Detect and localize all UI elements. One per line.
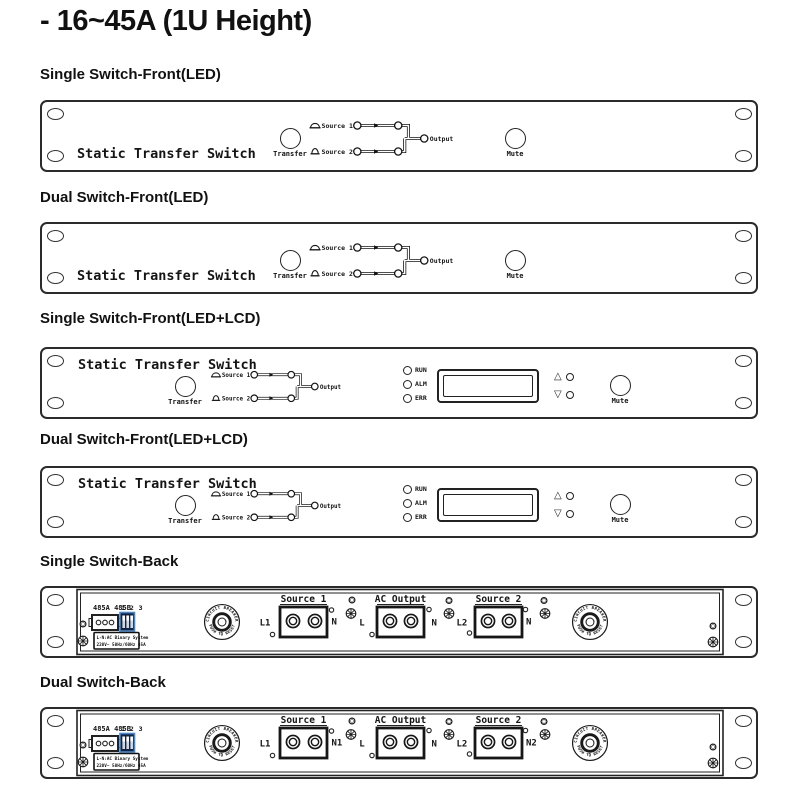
mounting-hole [735,594,752,606]
err-led-label: ERR [415,394,427,402]
led-alm [403,498,427,509]
lcd-screen [443,375,533,397]
down-control [554,388,574,401]
mute-button-label: Mute [506,272,524,280]
power-path-mimic [202,487,362,524]
led-run [403,484,427,495]
mounting-hole [735,757,752,769]
mounting-hole [735,516,752,528]
up-button-circle [566,492,574,500]
power-path-mimic [202,368,362,405]
mounting-hole [735,272,752,284]
up-control [554,370,574,383]
transfer-button [163,495,207,525]
led-run [403,365,427,376]
transfer-button-label: Transfer [273,272,307,280]
mounting-hole [47,355,64,367]
mute-button [598,494,642,524]
mounting-hole [735,715,752,727]
down-button-circle [566,391,574,399]
mute-button-label: Mute [506,150,524,158]
mounting-hole [47,108,64,120]
device-name: Static Transfer Switch [78,476,257,492]
alm-led-icon [403,380,412,389]
mute-button [598,375,642,405]
mounting-hole [735,474,752,486]
section-heading-single-back: Single Switch-Back [40,553,179,570]
page-title: - 16~45A (1U Height) [40,5,312,37]
mounting-hole [47,150,64,162]
mounting-hole [735,150,752,162]
transfer-button [163,376,207,406]
up-arrow-icon: △ [554,489,562,501]
mounting-hole [47,516,64,528]
mounting-hole [735,108,752,120]
alm-led-label: ALM [415,499,427,507]
transfer-button-label: Transfer [273,150,307,158]
mounting-hole [735,636,752,648]
run-led-label: RUN [415,366,427,374]
panel-single-front-led [40,100,758,172]
transfer-button-label: Transfer [168,517,202,525]
section-heading-single-front-led: Single Switch-Front(LED) [40,66,221,83]
panel-dual-front-led [40,222,758,294]
panel-dual-back [40,707,758,779]
down-arrow-icon: ▽ [554,388,562,400]
down-control [554,507,574,520]
mute-button-circle [505,250,526,271]
up-arrow-icon: △ [554,370,562,382]
run-led-icon [403,366,412,375]
mounting-hole [47,594,64,606]
transfer-button-circle [280,128,301,149]
section-heading-dual-front-lcd: Dual Switch-Front(LED+LCD) [40,431,248,448]
mounting-hole [735,230,752,242]
alm-led-label: ALM [415,380,427,388]
mute-button-label: Mute [611,397,629,405]
mute-button-circle [610,494,631,515]
mounting-hole [47,397,64,409]
source2-neutral-label: N2 [526,738,537,749]
err-led-icon [403,513,412,522]
mounting-hole [47,636,64,648]
source1-neutral-label: N1 [331,738,343,749]
panel-single-front-lcd [40,347,758,419]
mounting-hole [47,272,64,284]
panel-dual-front-lcd [40,466,758,538]
mute-button [493,250,537,280]
mute-button-circle [505,128,526,149]
led-alm [403,379,427,390]
err-led-icon [403,394,412,403]
device-name: Static Transfer Switch [78,357,257,373]
rear-panel-drawing [40,707,758,779]
err-led-label: ERR [415,513,427,521]
mute-button-circle [610,375,631,396]
section-heading-dual-front-led: Dual Switch-Front(LED) [40,189,209,206]
alm-led-icon [403,499,412,508]
power-path-mimic [309,118,467,159]
transfer-button-circle [175,495,196,516]
power-path-mimic [309,240,467,281]
source2-neutral-label: N [526,617,532,628]
down-arrow-icon: ▽ [554,507,562,519]
rear-panel-drawing [40,586,758,658]
transfer-button [268,128,312,158]
transfer-button-label: Transfer [168,398,202,406]
down-button-circle [566,510,574,518]
up-button-circle [566,373,574,381]
device-name: Static Transfer Switch [77,268,256,284]
transfer-button [268,250,312,280]
section-heading-dual-back: Dual Switch-Back [40,674,166,691]
led-err [403,393,427,404]
lcd-screen [443,494,533,516]
led-err [403,512,427,523]
transfer-button-circle [280,250,301,271]
lcd-display [437,369,539,403]
transfer-button-circle [175,376,196,397]
panel-single-back [40,586,758,658]
mounting-hole [735,397,752,409]
mute-button [493,128,537,158]
source1-neutral-label: N [331,617,337,628]
mounting-hole [47,474,64,486]
mounting-hole [47,230,64,242]
run-led-label: RUN [415,485,427,493]
lcd-display [437,488,539,522]
run-led-icon [403,485,412,494]
mounting-hole [735,355,752,367]
up-control [554,489,574,502]
mounting-hole [47,715,64,727]
mounting-hole [47,757,64,769]
section-heading-single-front-lcd: Single Switch-Front(LED+LCD) [40,310,261,327]
device-name: Static Transfer Switch [77,146,256,162]
mute-button-label: Mute [611,516,629,524]
